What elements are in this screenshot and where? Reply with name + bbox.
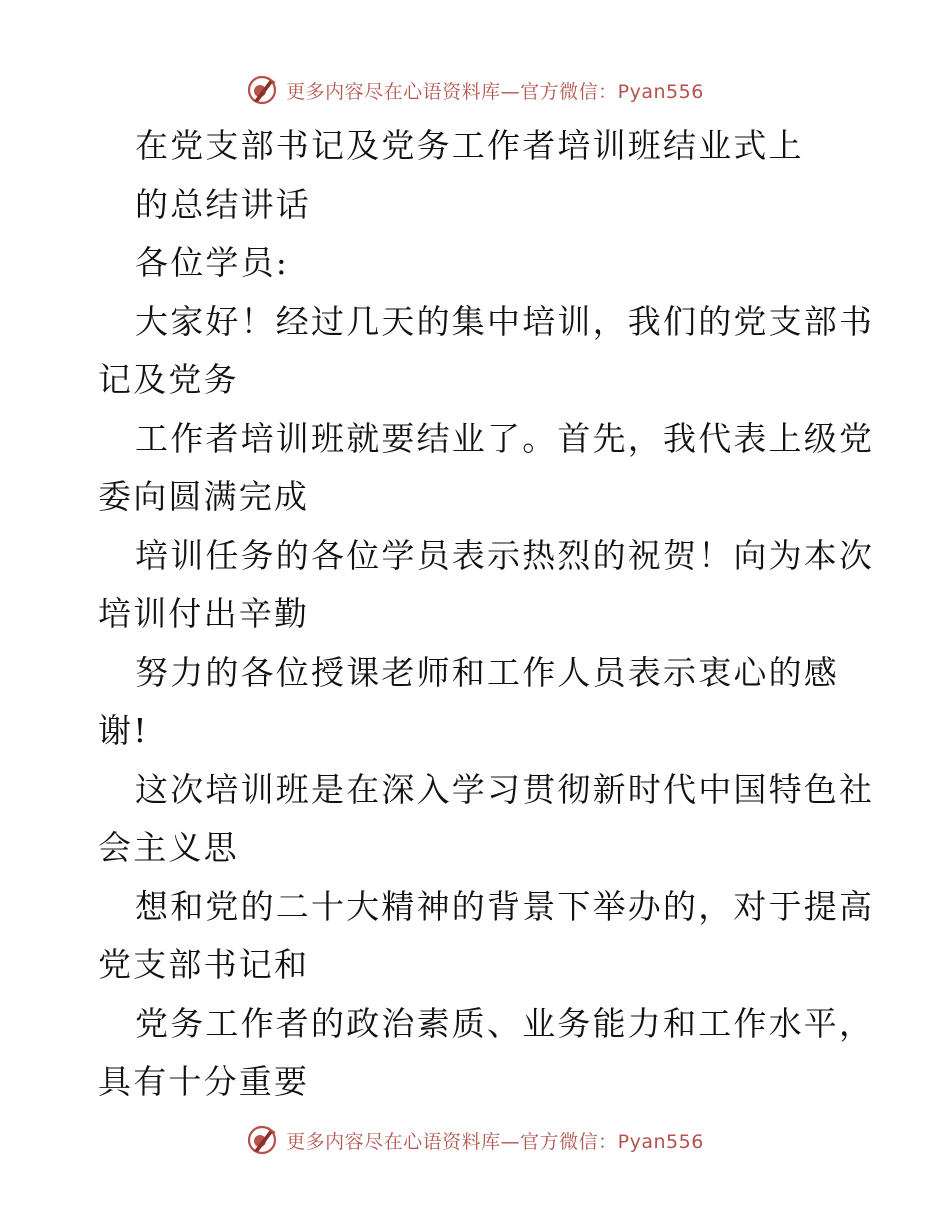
paragraph-line: 党务工作者的政治素质、业务能力和工作水平， (135, 1003, 875, 1043)
paragraph-line: 培训付出辛勤 (98, 594, 310, 633)
header-banner-text: 更多内容尽在心语资料库—官方微信：Pyan556 (286, 80, 704, 103)
paragraph-line: 这次培训班是在深入学习贯彻新时代中国特色社 (135, 769, 875, 809)
quill-circle-logo-icon (246, 1124, 278, 1156)
salutation: 各位学员: (135, 243, 290, 282)
paragraph-line: 工作者培训班就要结业了。首先，我代表上级党 (135, 418, 875, 458)
quill-circle-logo-icon (246, 74, 278, 106)
doc-title-line-2: 的总结讲话 (135, 184, 311, 224)
paragraph-line: 培训任务的各位学员表示热烈的祝贺！向为本次 (135, 535, 875, 575)
footer-banner (0, 1120, 950, 1160)
paragraph-line: 委向圆满完成 (98, 477, 310, 516)
paragraph-line: 具有十分重要 (98, 1062, 310, 1101)
doc-title-line-1: 在党支部书记及党务工作者培训班结业式上 (135, 126, 804, 165)
paragraph-line: 谢! (98, 711, 149, 750)
paragraph-line: 党支部书记和 (98, 945, 310, 984)
footer-banner-text: 更多内容尽在心语资料库—官方微信：Pyan556 (286, 1130, 704, 1153)
document-body (98, 117, 875, 1112)
header-banner (0, 70, 950, 110)
paragraph-line: 想和党的二十大精神的背景下举办的，对于提高 (135, 886, 875, 926)
paragraph-line: 会主义思 (98, 828, 239, 867)
paragraph-line: 努力的各位授课老师和工作人员表示衷心的感 (135, 652, 839, 692)
paragraph-line: 大家好！经过几天的集中培训，我们的党支部书 (135, 301, 875, 341)
paragraph-line: 记及党务 (98, 360, 239, 399)
